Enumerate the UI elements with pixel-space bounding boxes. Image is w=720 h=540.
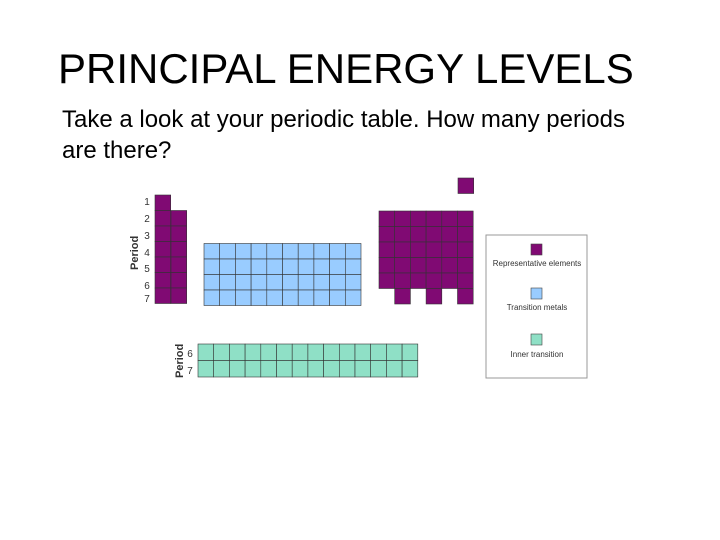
period-axis-label: Period (129, 235, 141, 270)
inner-period-number-label: 6 (187, 349, 193, 360)
element-cell (204, 244, 220, 260)
element-cell (251, 259, 267, 275)
element-cell (155, 242, 171, 258)
element-cell (410, 227, 426, 243)
element-cell (324, 344, 340, 361)
element-cell (292, 344, 308, 361)
element-cell (410, 211, 426, 227)
element-cell (251, 290, 267, 306)
element-cell (245, 344, 261, 361)
legend-label-inner-transition: Inner transition (510, 350, 564, 359)
element-cell (426, 227, 442, 243)
element-cell (283, 275, 299, 291)
element-cell (345, 290, 361, 306)
element-cell (261, 361, 277, 378)
element-cell (235, 275, 251, 291)
element-cell (395, 258, 411, 274)
element-cell (277, 344, 293, 361)
element-cell (458, 227, 474, 243)
element-cell (283, 290, 299, 306)
element-cell (198, 344, 214, 361)
element-cell (220, 290, 236, 306)
element-cell (426, 258, 442, 274)
legend-swatch-representative (531, 244, 542, 255)
element-cell (314, 275, 330, 291)
element-cell (267, 290, 283, 306)
element-cell (345, 275, 361, 291)
element-cell (395, 242, 411, 258)
element-cell (330, 244, 346, 260)
element-cell (402, 344, 418, 361)
element-cell (214, 344, 230, 361)
period-number-label: 6 (144, 281, 150, 292)
element-cell (458, 178, 474, 194)
element-cell (379, 273, 395, 289)
element-cell (171, 288, 187, 304)
element-cell (355, 361, 371, 378)
periodic-table-cells (155, 178, 474, 377)
element-cell (442, 273, 458, 289)
element-cell (298, 244, 314, 260)
element-cell (442, 258, 458, 274)
element-cell (426, 273, 442, 289)
element-cell (339, 361, 355, 378)
element-cell (410, 273, 426, 289)
element-cell (314, 259, 330, 275)
element-cell (229, 361, 245, 378)
element-cell (395, 289, 411, 305)
element-cell (155, 257, 171, 273)
element-cell (235, 259, 251, 275)
element-cell (171, 273, 187, 289)
element-cell (261, 344, 277, 361)
legend-box (486, 235, 587, 378)
legend-swatch-transition (531, 288, 542, 299)
element-cell (371, 344, 387, 361)
element-cell (155, 273, 171, 289)
element-cell (292, 361, 308, 378)
element-cell (204, 259, 220, 275)
element-cell (330, 275, 346, 291)
element-cell (220, 259, 236, 275)
slide-title: PRINCIPAL ENERGY LEVELS (58, 45, 634, 92)
element-cell (442, 211, 458, 227)
period-number-label: 2 (144, 214, 150, 225)
element-cell (220, 275, 236, 291)
element-cell (171, 242, 187, 258)
element-cell (308, 344, 324, 361)
element-cell (235, 244, 251, 260)
element-cell (379, 242, 395, 258)
element-cell (171, 257, 187, 273)
element-cell (339, 344, 355, 361)
element-cell (345, 244, 361, 260)
element-cell (379, 258, 395, 274)
period-number-label: 1 (144, 197, 150, 208)
element-cell (155, 288, 171, 304)
element-cell (458, 211, 474, 227)
inner-period-number-label: 7 (187, 366, 193, 377)
element-cell (171, 211, 187, 227)
element-cell (235, 290, 251, 306)
element-cell (395, 211, 411, 227)
period-number-labels (144, 197, 150, 305)
element-cell (355, 344, 371, 361)
element-cell (426, 211, 442, 227)
element-cell (298, 275, 314, 291)
element-cell (410, 258, 426, 274)
element-cell (298, 290, 314, 306)
element-cell (267, 275, 283, 291)
element-cell (155, 226, 171, 242)
element-cell (330, 259, 346, 275)
element-cell (395, 273, 411, 289)
element-cell (410, 242, 426, 258)
period-number-label: 4 (144, 248, 150, 259)
element-cell (267, 244, 283, 260)
element-cell (395, 227, 411, 243)
element-cell (379, 227, 395, 243)
legend-swatch-inner-transition (531, 334, 542, 345)
element-cell (155, 211, 171, 227)
legend-label-representative: Representative elements (492, 259, 582, 268)
element-cell (204, 275, 220, 291)
element-cell (251, 275, 267, 291)
element-cell (298, 259, 314, 275)
legend-label-transition: Transition metals (506, 303, 568, 312)
period-number-label: 5 (144, 264, 150, 275)
element-cell (214, 361, 230, 378)
inner-period-axis-label: Period (174, 343, 186, 378)
period-number-label: 3 (144, 231, 150, 242)
element-cell (442, 242, 458, 258)
element-cell (277, 361, 293, 378)
element-cell (324, 361, 340, 378)
element-cell (458, 289, 474, 305)
element-cell (308, 361, 324, 378)
element-cell (314, 244, 330, 260)
element-cell (155, 195, 171, 211)
element-cell (229, 344, 245, 361)
element-cell (402, 361, 418, 378)
element-cell (458, 242, 474, 258)
element-cell (371, 361, 387, 378)
element-cell (426, 242, 442, 258)
element-cell (345, 259, 361, 275)
element-cell (426, 289, 442, 305)
element-cell (330, 290, 346, 306)
element-cell (314, 290, 330, 306)
element-cell (379, 211, 395, 227)
element-cell (171, 226, 187, 242)
element-cell (458, 273, 474, 289)
element-cell (458, 258, 474, 274)
slide-body-text: Take a look at your periodic table. How many periods are there? (62, 106, 625, 164)
element-cell (220, 244, 236, 260)
element-cell (283, 244, 299, 260)
element-cell (386, 361, 402, 378)
element-cell (198, 361, 214, 378)
element-cell (251, 244, 267, 260)
element-cell (204, 290, 220, 306)
period-number-label: 7 (144, 294, 150, 305)
element-cell (442, 227, 458, 243)
element-cell (283, 259, 299, 275)
element-cell (267, 259, 283, 275)
element-cell (245, 361, 261, 378)
element-cell (386, 344, 402, 361)
